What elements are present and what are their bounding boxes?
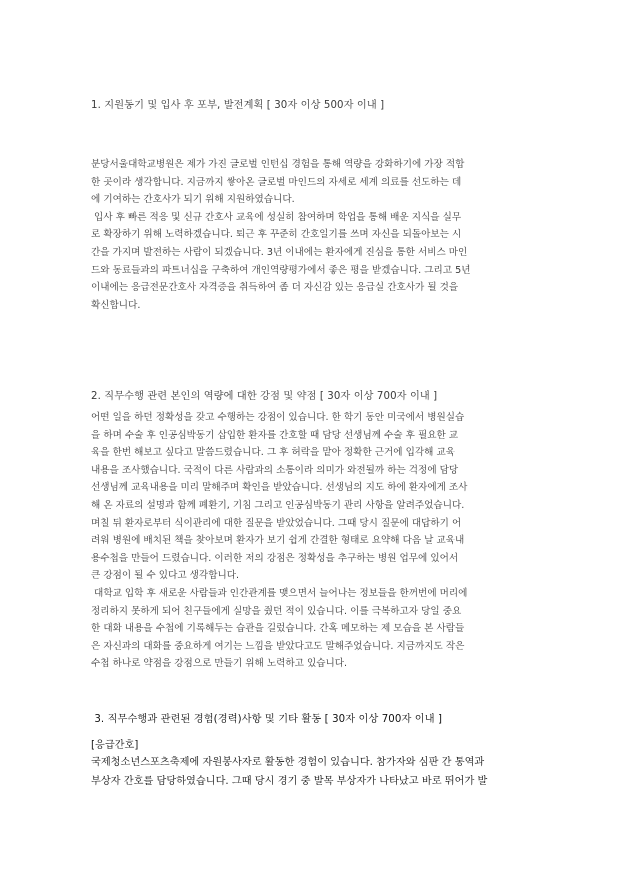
section-1-line: 드와 동료들과의 파트너십을 구축하여 개인역량평가에서 좋은 평을 받겠습니다. 그리고 5년 [91, 264, 471, 276]
section-2-heading: 2. 직무수행 관련 본인의 역량에 대한 강점 및 약점 [ 30자 이상 700자 이내 ] [91, 391, 438, 402]
section-1-heading: 1. 지원동기 및 입사 후 포부, 발전계획 [ 30자 이상 500자 이내 ] [91, 100, 385, 111]
section-1-line: 간을 가지며 발전하는 사람이 되겠습니다. 3년 이내에는 환자에게 진심을 통한 서비스 마인 [91, 246, 468, 258]
section-1-line: 에 기여하는 간호사가 되기 위해 지원하였습니다. [91, 194, 295, 206]
section-3-line: 부상자 간호를 담당하였습니다. 그때 당시 경기 중 발목 부상자가 나타났고 바로 뛰어가 발 [91, 775, 488, 787]
section-1-body [91, 156, 535, 314]
section-1-line: 한 곳이라 생각합니다. 지금까지 쌓아온 글로벌 마인드의 자세로 세계 의료를 선도하는 데 [91, 176, 462, 188]
section-2-line: 선생님께 교육내용을 미리 말해주며 확인을 받았습니다. 선생님의 지도 하에 환자에게 조사 [91, 482, 468, 494]
section-2-line: 어떤 일을 하던 정확성을 갖고 수행하는 강점이 있습니다. 한 학기 동안 미국에서 병원실습 [91, 412, 465, 423]
section-2-line: 며칠 뒤 환자로부터 식이관리에 대한 질문을 받았었습니다. 그때 당시 질문에 대답하기 어 [91, 517, 462, 529]
section-2-line: 은 자신과의 대화를 중요하게 여기는 느낌을 받았다고도 말해주었습니다. 지금까지도 작은 [91, 640, 465, 652]
section-2-line: 대학교 입학 후 새로운 사람들과 인간관계를 맺으면서 늘어나는 정보들을 한꺼번에 머리에 [91, 587, 468, 599]
section-2-line: 큰 강점이 될 수 있다고 생각합니다. [91, 570, 240, 582]
section-2-line: 해 온 자료의 설명과 함께 폐환기, 기침 그리고 인공심박동기 관리 사항을 알려주었습니다. [91, 499, 465, 511]
section-3-body [91, 754, 535, 791]
section-2-line: 려워 병원에 배치된 책을 찾아보며 환자가 보기 쉽게 간결한 형태로 요약해 다음 날 교육내 [91, 535, 465, 547]
section-1-line: 입사 후 빠른 적응 및 신규 간호사 교육에 성실히 참여하며 학업을 통해 배운 지식을 실무 [91, 211, 462, 223]
section-1-line: 이내에는 응급전문간호사 자격증을 취득하여 좀 더 자신감 있는 응급실 간호사가 될 것을 [91, 282, 459, 294]
section-2-line: 육을 한번 해보고 싶다고 말씀드렸습니다. 그 후 허락을 맡아 정확한 근거에 입각해 교육 [91, 447, 456, 459]
section-1-line: 확신합니다. [91, 299, 141, 311]
section-2-line: 수첩 하나로 약점을 강점으로 만들기 위해 노력하고 있습니다. [91, 658, 348, 670]
section-1-line: 분당서울대학교병원은 제가 가진 글로벌 인턴십 경험을 통해 역량을 강화하기에 가장 적합 [91, 159, 465, 170]
section-2-body [91, 409, 535, 673]
section-2-line: 한 대화 내용을 수첩에 기록해두는 습관을 길렀습니다. 간혹 메모하는 제 모습을 본 사람들 [91, 623, 465, 635]
section-2-line: 을 하며 수술 후 인공심박동기 삽입한 환자를 간호할 때 담당 선생님께 수술 후 필요한 교 [91, 429, 459, 441]
section-1-line: 로 확장하기 위해 노력하겠습니다. 퇴근 후 꾸준히 간호일기를 쓰며 자신을 되돌아보는 시 [91, 229, 462, 241]
section-3-line: 국제청소년스포츠축제에 자원봉사자로 활동한 경험이 있습니다. 참가자와 심판 간 통역과 [91, 757, 485, 768]
section-3-heading: 3. 직무수행과 관련된 경험(경력)사항 및 기타 활동 [ 30자 이상 700자 이내 ] [91, 714, 443, 725]
section-2-line: 용수첩을 만들어 드렸습니다. 이러한 저의 강점은 정확성을 추구하는 병원 업무에 있어서 [91, 552, 459, 564]
section-3-tag: [응급간호] [91, 740, 139, 751]
section-2-line: 정리하지 못하게 되어 친구들에게 실망을 줬던 적이 있습니다. 이를 극복하고자 당일 중요 [91, 605, 462, 617]
section-2-line: 내용을 조사했습니다. 국적이 다른 사람과의 소통이라 의미가 와전될까 하는 걱정에 담당 [91, 464, 459, 476]
